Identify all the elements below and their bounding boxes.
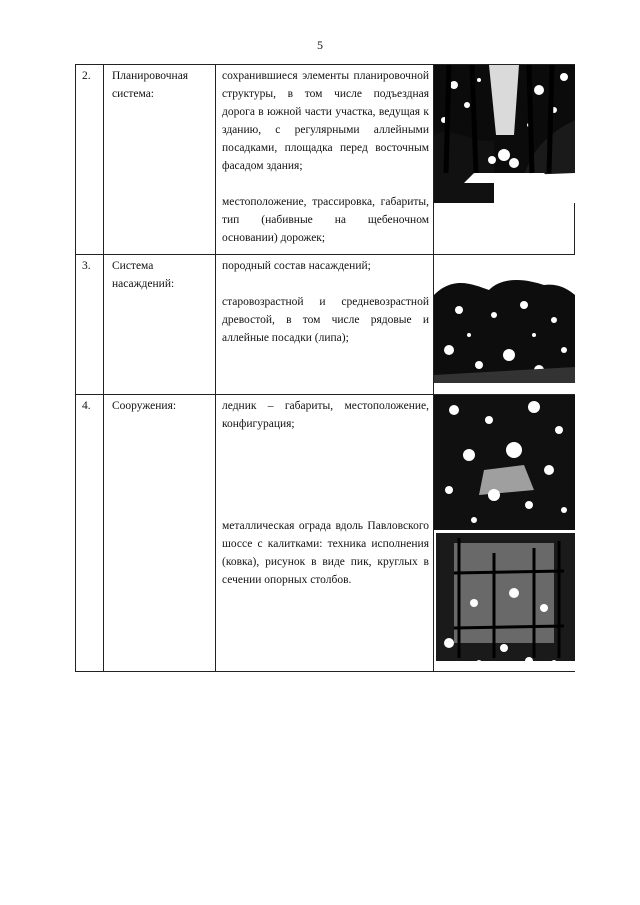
photo-cell [434,395,575,672]
element-name-line: Планировочная [112,70,189,82]
description-paragraph: сохранившиеся элементы планировочной структуры, в том числе подъездная дорога в южной части участка, ведущая к зданию, с регулярными аллейными посадками, площадка перед восточным фасадом здания; [222,70,429,172]
table-row [76,395,575,672]
element-name [104,65,216,255]
cellar-photo [434,395,575,533]
description-paragraph: породный состав насаждений; [222,260,371,272]
row-number: 2. [76,65,104,255]
element-name [104,255,216,395]
description-paragraph: старовозрастной и средневозрастной древостой, в том числе рядовые и аллейные посадки (липа); [222,296,429,344]
element-description [216,395,434,672]
element-name-line: Система [112,260,154,272]
element-name-line: система: [112,88,154,100]
photo-cell [434,65,575,255]
page-number: 5 [317,38,323,52]
trees-photo [434,255,575,394]
description-paragraph: ледник – габариты, местоположение, конфигурация; [222,400,429,430]
row-number: 4. [76,395,104,672]
fence-photo [434,533,575,671]
element-name-line: насаждений: [112,278,175,290]
description-paragraph: местоположение, трассировка, габариты, тип (набивные на щебеночном основании) дорожек; [222,196,429,244]
description-paragraph: металлическая ограда вдоль Павловского шоссе с калитками: техника исполнения (ковка), рисунок в виде пик, круглых в сечении опорных столбов. [222,520,429,586]
photo-cell [434,255,575,395]
element-name-line: Сооружения: [112,400,177,412]
table-row [76,65,575,255]
row-number: 3. [76,255,104,395]
heritage-elements-table [75,64,575,672]
alley-photo [434,65,575,203]
element-description [216,255,434,395]
element-description [216,65,434,255]
element-name [104,395,216,672]
table-row [76,255,575,395]
